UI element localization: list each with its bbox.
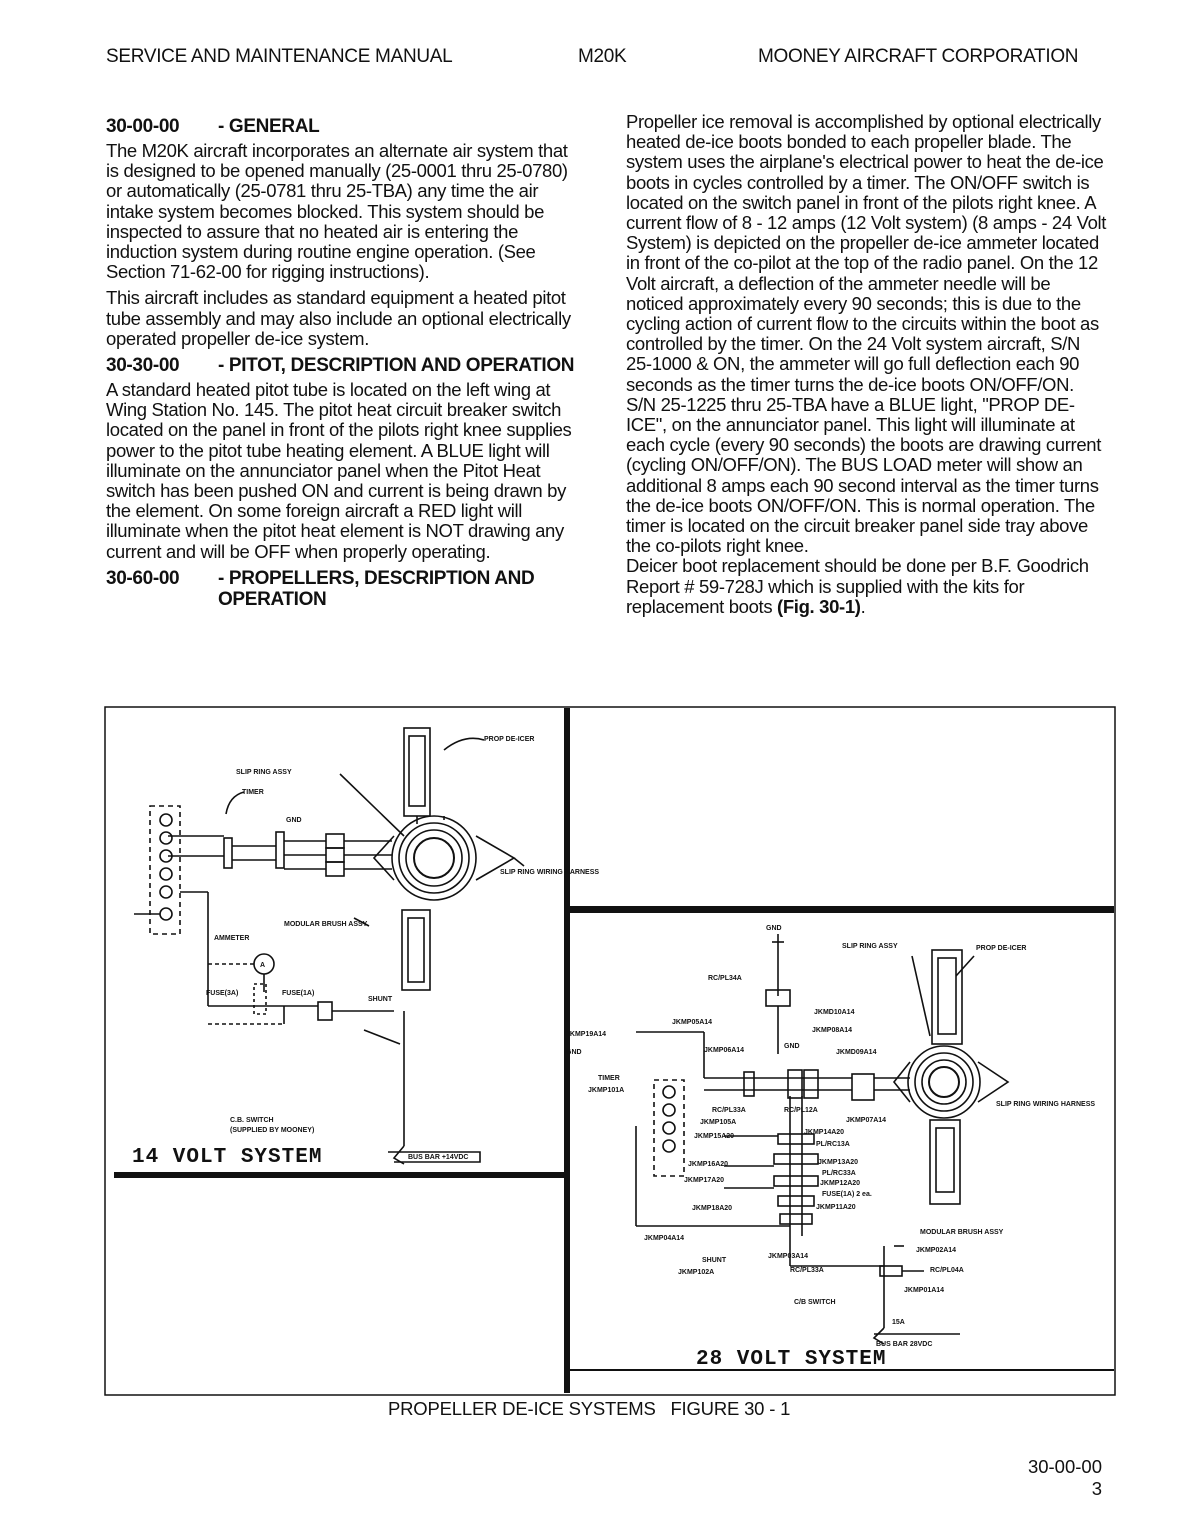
footer-section-number: 30-00-00 [1027, 1456, 1102, 1477]
right-divider [568, 906, 1114, 913]
section-number: 30-60-00 [106, 567, 180, 589]
label-28v-modular-brush: MODULAR BRUSH ASSY [920, 1229, 1004, 1236]
label-14v-supplied: (SUPPLIED BY MOONEY) [230, 1127, 315, 1134]
schematic-14v [134, 728, 524, 1164]
label-28v-gnd-mid: GND [784, 1043, 800, 1050]
label-14v-fuse-3a: FUSE(3A) [206, 990, 239, 997]
label-28v-fuse: FUSE(1A) 2 ea. [822, 1191, 872, 1198]
label-rc-pl04a: RC/PL04A [930, 1267, 964, 1274]
replacement-end: . [860, 595, 866, 617]
label-28v-gnd-left: GND [566, 1049, 582, 1056]
label-28v-15a: 15A [892, 1319, 905, 1326]
label-jkmp16a20: JKMP16A20 [688, 1161, 729, 1168]
section-heading-pitot [106, 355, 584, 376]
label-14v-gnd: GND [286, 817, 302, 824]
label-jkmp08a14: JKMP08A14 [812, 1027, 853, 1034]
label-14v-slip-ring-assy: SLIP RING ASSY [236, 769, 292, 776]
connector-c-b [852, 1074, 874, 1100]
label-jkmp11a20: JKMP11A20 [816, 1204, 856, 1211]
label-14v-modular-brush: MODULAR BRUSH ASSY [284, 921, 368, 928]
label-28v-cb-switch: C/B SWITCH [794, 1299, 836, 1306]
label-jkmp04a14: JKMP04A14 [644, 1235, 685, 1242]
label-jkmp105a: JKMP105A [700, 1119, 737, 1126]
label-14v-cb-switch: C.B. SWITCH [230, 1117, 274, 1124]
label-rc-pl12a: RC/PL12A [784, 1107, 818, 1114]
title-14-volt-system: 14 VOLT SYSTEM [132, 1146, 323, 1169]
paragraph-pitot: A standard heated pitot tube is located on the left wing at Wing Station No. 145. The pitot heat circuit breaker switch located on the panel in front of the pilots right knee supplies power to the pitot tube heating element. A BLUE light will illuminate on the annunciator panel when the Pitot Heat switch has been pushed ON and current is being drawn by the element. On some foreign aircraft a RED light will illuminate when the pitot heat element is NOT drawing any current and will be OFF when properly operating. [106, 379, 572, 562]
label-pl-rc13a: PL/RC13A [816, 1141, 850, 1148]
label-jkmp15a20: JKMP15A20 [694, 1133, 735, 1140]
label-14v-timer: TIMER [242, 789, 264, 796]
label-jkmp101a: JKMP101A [588, 1087, 625, 1094]
right-column [626, 112, 1108, 617]
label-pl-rc33a: PL/RC33A [822, 1170, 856, 1177]
footer-page-number: 3 [1091, 1478, 1102, 1499]
label-14v-shunt: SHUNT [368, 996, 393, 1003]
label-14v-fuse-1a: FUSE(1A) [282, 990, 315, 997]
paragraph-propeller-ice-removal: Propeller ice removal is accomplished by optional electrically heated de-ice boots bonded to each propeller blade. The system uses the airplane's electrical power to heat the de-ice boots in cycles controlled by a timer. The ON/OFF switch is located on the switch panel in front of the pilots right knee. A current flow of 8 - 12 amps (12 Volt system) (8 amps - 24 Volt System) is depicted on the propeller de-ice ammeter located in front of the co-pilot at the top of the radio panel. On the 12 Volt aircraft, a deflection of the ammeter needle will be noticed approximately every 90 seconds; this is due to the cycling action of current flow to the circuits within the boot as controlled by the timer. On the 24 Volt system aircraft, S/N 25-1000 & ON, the ammeter will go full deflection each 90 seconds as the timer turns the de-ice boots ON/OFF/ON. S/N 25-1225 thru 25-TBA have a BLUE light, "PROP DE-ICE", on the annunciator panel. This light will illuminate at each cycle (every 90 seconds) the boots are drawing current (cycling ON/OFF/ON). The BUS LOAD meter will show an additional 8 amps each 90 second interval as the timer turns the de-ice boots ON/OFF/ON. This is normal operation. The timer is located on the circuit breaker panel side tray above the co-pilots right knee. [626, 111, 1107, 557]
label-jkmp18a20: JKMP18A20 [692, 1205, 733, 1212]
blade-28v-top [932, 950, 962, 1044]
label-28v-shunt: SHUNT [702, 1257, 727, 1264]
label-jkmp03a14: JKMP03A14 [768, 1253, 809, 1260]
label-14v-ammeter: AMMETER [214, 935, 250, 942]
header-model: M20K [578, 46, 627, 67]
label-jkmd10a14: JKMD10A14 [814, 1009, 855, 1016]
label-14v-prop-deicer: PROP DE-ICER [484, 736, 535, 743]
label-jkmp12a20: JKMP12A20 [820, 1180, 861, 1187]
label-28v-bus-bar: BUS BAR 28VDC [876, 1341, 933, 1348]
label-jkmp13a20: JKMP13A20 [818, 1159, 859, 1166]
header-manual-title: SERVICE AND MAINTENANCE MANUAL [106, 46, 453, 67]
paragraph-deicer-boot-replacement [626, 556, 1108, 617]
section-title: - GENERAL [218, 116, 320, 137]
paragraph-alternate-air: The M20K aircraft incorporates an alternate air system that is designed to be opened manually (25-0001 thru 25-0780) or automatically (25-0781 thru 25-TBA) any time the air intake system becomes blocked. This system should be inspected to assure that no heated air is entering the induction system during routine engine operation. (See Section 71-62-00 for rigging instructions). [106, 140, 568, 283]
section-title: - PITOT, DESCRIPTION AND OPERATION [218, 355, 575, 377]
label-jkmp02a14: JKMP02A14 [916, 1247, 957, 1254]
label-jkmp14a20: JKMP14A20 [804, 1129, 845, 1136]
blade-bottom [402, 910, 430, 990]
label-28v-timer: TIMER [598, 1075, 620, 1082]
section-title: - PROPELLERS, DESCRIPTION AND OPERATION [218, 567, 535, 610]
label-28v-gnd-top: GND [766, 925, 782, 932]
label-14v-bus-bar: BUS BAR +14VDC [408, 1154, 469, 1161]
title-28-volt-system: 28 VOLT SYSTEM [696, 1348, 887, 1371]
label-jkmp19a14: JKMP19A14 [566, 1031, 607, 1038]
left-divider [114, 1172, 566, 1178]
label-jkmp06a14: JKMP06A14 [704, 1047, 745, 1054]
propeller-deice-figure [104, 706, 1116, 1396]
label-jkmp01a14: JKMP01A14 [904, 1287, 945, 1294]
replacement-text: Deicer boot replacement should be done per B.F. Goodrich Report # 59-728J which is supplied with the kits for replacement boots [626, 555, 1089, 617]
label-jkmd09a14: JKMD09A14 [836, 1049, 877, 1056]
figure-reference: (Fig. 30-1) [777, 595, 861, 617]
label-jkmp05a14: JKMP05A14 [672, 1019, 713, 1026]
section-number: 30-00-00 [106, 116, 180, 137]
slip-ring-28v [908, 1046, 980, 1118]
label-28v-prop-deicer: PROP DE-ICER [976, 945, 1027, 952]
label-28v-slip-ring-wiring: SLIP RING WIRING HARNESS [996, 1101, 1096, 1108]
label-rc-pl33a: RC/PL33A [712, 1107, 746, 1114]
label-14v-slip-ring-wiring: SLIP RING WIRING HARNESS [500, 869, 600, 876]
label-rc-pl33a-b: RC/PL33A [790, 1267, 824, 1274]
label-rc-pl34a: RC/PL34A [708, 975, 742, 982]
slip-ring-outer [392, 816, 476, 900]
figure-caption: PROPELLER DE-ICE SYSTEMS FIGURE 30 - 1 [388, 1398, 791, 1419]
label-jkmp102a: JKMP102A [678, 1269, 715, 1276]
paragraph-standard-equipment: This aircraft includes as standard equipment a heated pitot tube assembly and may also include an optional electrically operated propeller de-ice system. [106, 287, 571, 349]
left-column [106, 116, 584, 614]
timer-28v [654, 1080, 684, 1176]
section-number: 30-30-00 [106, 355, 180, 377]
label-28v-slip-ring-assy: SLIP RING ASSY [842, 943, 898, 950]
label-jkmp17a20: JKMP17A20 [684, 1177, 725, 1184]
blade-top [404, 728, 430, 816]
label-jkmp07a14: JKMP07A14 [846, 1117, 887, 1124]
schematic-28v [636, 934, 1008, 1344]
header-company: MOONEY AIRCRAFT CORPORATION [758, 46, 1079, 67]
label-14v-ammeter-a: A [260, 962, 266, 969]
section-heading-general [106, 116, 584, 137]
section-heading-propellers [106, 568, 584, 610]
